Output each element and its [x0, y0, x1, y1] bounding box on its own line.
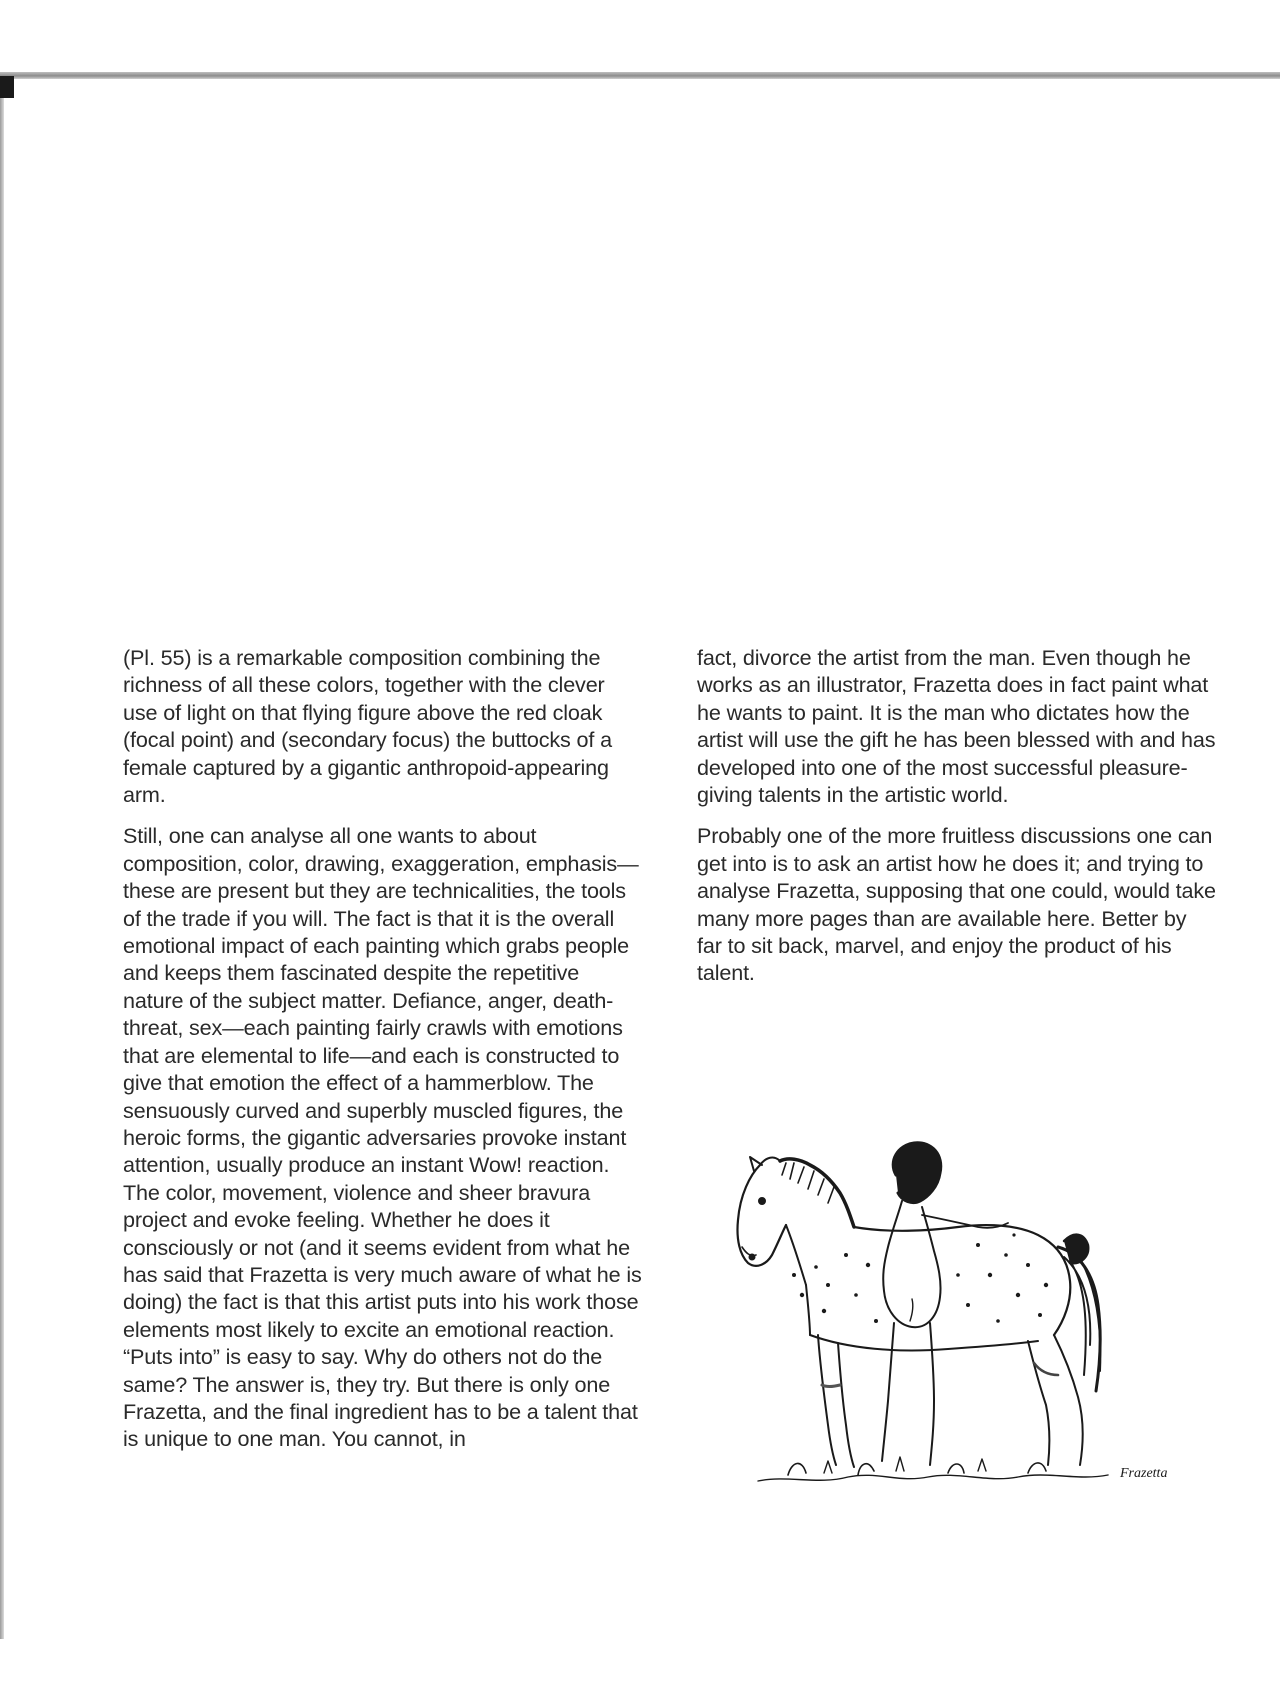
- paragraph-3: fact, divorce the artist from the man. Even though he works as an illustrator, Frazetta does in fact paint what he wants to paint. It is the man who dictates how the artist will use the gift he has been blessed with and has developed into one of the most successful pleasure-giving talents in the artistic world.: [697, 645, 1216, 808]
- left-page-edge: [0, 79, 4, 1639]
- paragraph-1: (Pl. 55) is a remarkable composition combining the richness of all these colors, together with the clever use of light on that flying figure above the red cloak (focal point) and (secondary focus) the buttocks of a female captured by a gigantic anthropoid-appearing arm.: [123, 645, 612, 808]
- paragraph-4: Probably one of the more fruitless discussions one can get into is to ask an artist how he does it; and trying to analyse Frazetta, supposing that one could, would take many more pages than are available here. Better by far to sit back, marvel, and enjoy the product of his talent.: [697, 823, 1216, 986]
- corner-mark: [0, 76, 14, 98]
- artist-signature: Frazetta: [1120, 1466, 1168, 1481]
- horse-and-figure-illustration: [728, 1135, 1188, 1495]
- paragraph-2: Still, one can analyse all one wants to about composition, color, drawing, exaggeration, emphasis—these are present but they are technicalities, the tools of the trade if you will. The fact is that it is the overall emotional impact of each painting which grabs people and keeps them fascinated despite the repetitive nature of the subject matter. Defiance, anger, death-threat, sex—each painting fairly crawls with emotions that are elemental to life—and each is constructed to give that emotion the effect of a hammerblow. The sensuously curved and superbly muscled figures, the heroic forms, the gigantic adversaries provoke instant attention, usually produce an instant Wow! reaction. The color, movement, violence and sheer bravura project and evoke feeling. Whether he does it consciously or not (and it seems evident from what he has said that Frazetta is very much aware of what he is doing) the fact is that this artist puts into his work those elements most likely to excite an emotional reaction. “Puts into” is easy to say. Why do others not do the same? The answer is, they try. But there is only one Frazetta, and the final ingredient has to be a talent that is unique to one man. You cannot, in: [123, 823, 642, 1452]
- top-border-rule: [0, 72, 1280, 79]
- left-text-column: [123, 644, 643, 1467]
- right-text-column: [697, 644, 1217, 1001]
